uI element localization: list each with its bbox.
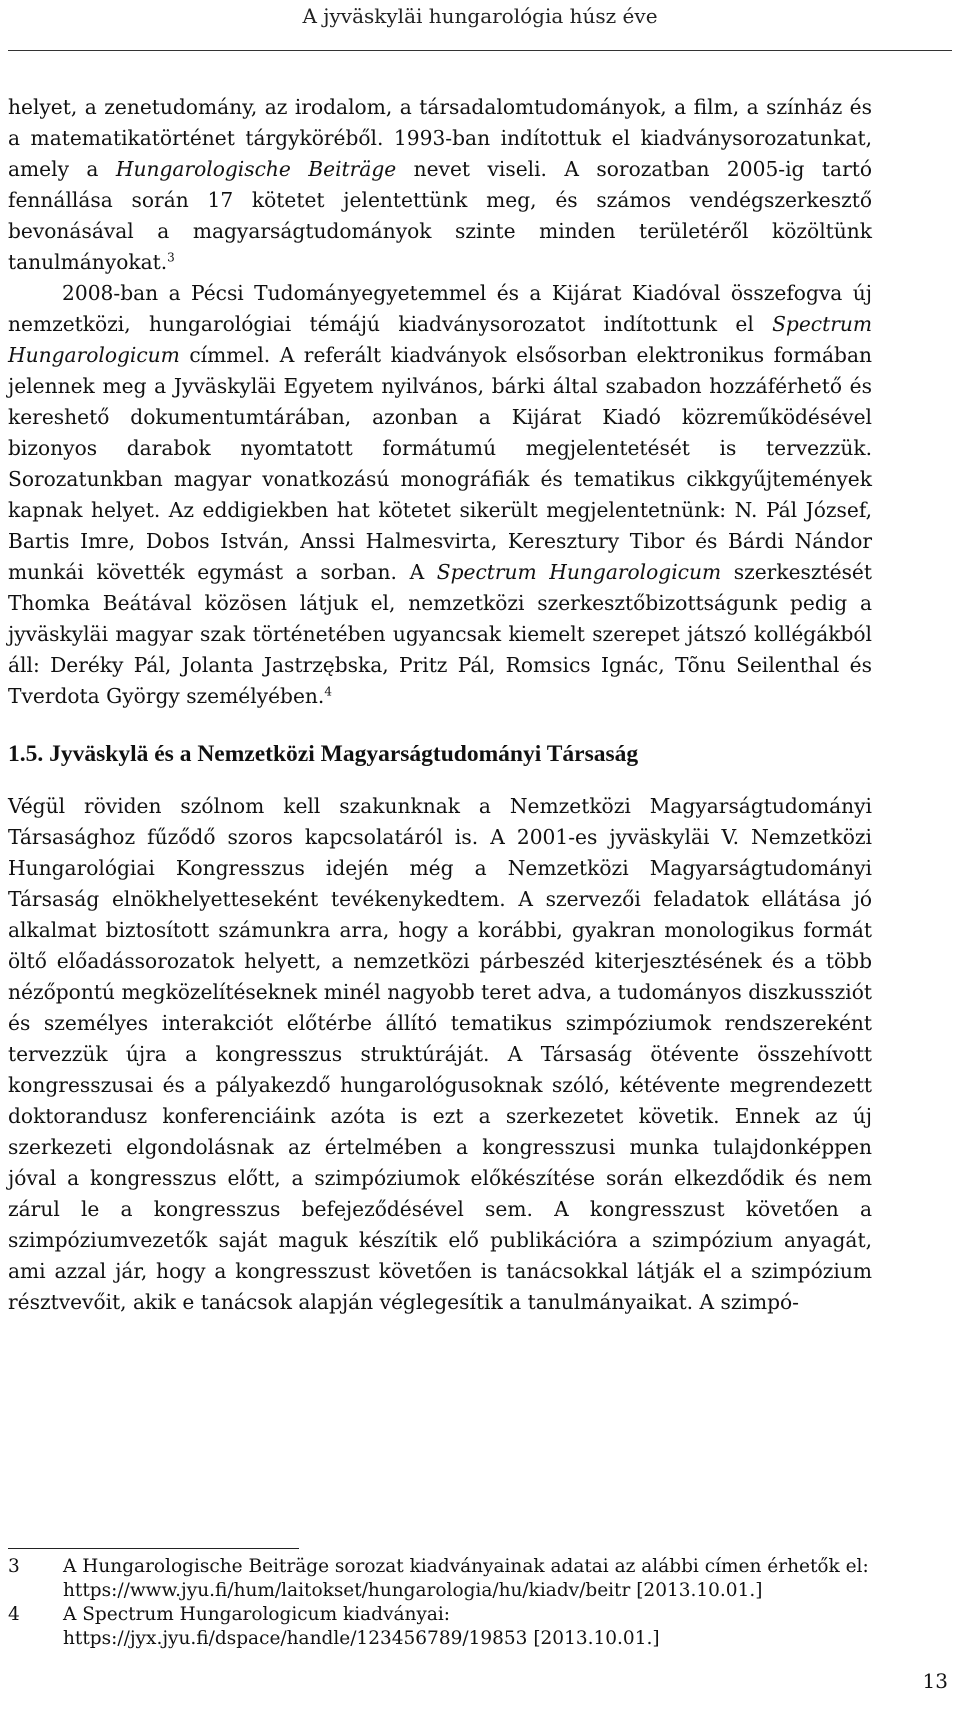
header-rule — [8, 50, 952, 51]
series-title-spectrum-hungarologicum: Spectrum Hungarologicum — [8, 312, 872, 367]
series-title-hungarologische-beitrage: Hungarologische Beiträge — [115, 157, 397, 181]
page-number: 13 — [922, 1669, 948, 1693]
running-header: A jyväskyläi hungarológia húsz éve — [302, 4, 658, 28]
footnote-number: 4 — [8, 1604, 20, 1625]
footnote-ref-3: 3 — [167, 250, 175, 265]
footnote-rule — [8, 1548, 299, 1549]
footnotes — [8, 1555, 874, 1651]
paragraph-2-text-b: címmel. A referált kiadványok elsősorban elektronikus formában jelennek meg a Jyväskyläi Egyetem nyilvános, bárki által szabadon hozzáférhető és kereshető dokumentumtárában, azonban a Kijárat Kiadó közreműködésével bizonyos darabok nyomtatott formátumú megjelentetését is tervezzük. Sorozatunkban magyar vonatkozású monográfiák és tematikus cikkgyűjtemények kapnak helyet. Az eddigiekben hat kötetet sikerült megjelentetnünk: N. Pál József, Bartis Imre, Dobos István, Anssi Halmesvirta, Keresztury Tibor és Bárdi Nándor munkái követték egymást a sorban. A — [8, 343, 872, 584]
footnote-ref-4: 4 — [324, 684, 332, 699]
footnote-4 — [8, 1603, 874, 1651]
section-spacer — [8, 770, 872, 791]
footnote-text: A Spectrum Hungarologicum kiadványai: https://jyx.jyu.fi/dspace/handle/123456789/19853 [2013.10.01.] — [63, 1604, 660, 1649]
paragraph-2 — [8, 278, 872, 712]
paragraph-3: Végül röviden szólnom kell szakunknak a Nemzetközi Magyarságtudományi Társasághoz fűződő szoros kapcsolatáról is. A 2001-es jyväskyläi V. Nemzetközi Hungarológiai Kongresszus idején még a Nemzetközi Magyarságtudományi Társaság elnökhelyetteseként tevékenykedtem. A szervezői feladatok ellátása jó alkalmat biztosított számunkra arra, hogy a korábbi, gyakran monologikus formát öltő előadássorozatok helyett, a nemzetközi párbeszéd kiterjesztésének és a több nézőpontú megközelítéseknek minél nagyobb teret adva, a tudományos diszkussziót és személyes interakciót előtérbe állító tematikus szimpóziumok rendszereként tervezzük újra a kongresszus struktúráját. A Társaság ötévente összehívott kongresszusai és a pályakezdő hungarológusoknak szóló, kétévente megrendezett doktorandusz konferenciáink azóta is ezt a szerkezetet követik. Ennek az új szerkezeti elgondolásnak az értelmében a kongresszusi munka tulajdonképpen jóval a kongresszus előtt, a szimpóziumok előkészítése során elkezdődik és nem zárul le a kongresszus befejeződésével sem. A kongresszust követően a szimpóziumvezetők saját maguk készítik elő publikációra a szimpózium anyagát, ami azzal jár, hogy a kongresszust követően is tanácsokkal látják el a szimpózium résztvevőit, akik e tanácsok alapján véglegesítik a tanulmányaikat. A szimpó- — [8, 794, 872, 1314]
series-title-spectrum-hungarologicum-2: Spectrum Hungarologicum — [436, 560, 722, 584]
footnote-number: 3 — [8, 1556, 20, 1577]
paragraph-1-text-b: nevet viseli. A sorozatban 2005-ig tartó fennállása során 17 kötetet jelentettünk meg, és számos vendégszerkesztő bevonásával a magyarságtudományok szinte minden területéről közöltünk tanulmányokat. — [8, 157, 872, 274]
body-text — [8, 92, 872, 1318]
section-heading: 1.5. Jyväskylä és a Nemzetközi Magyarságtudományi Társaság — [8, 741, 639, 767]
paragraph-1-text-a: helyet, a zenetudomány, az irodalom, a társadalomtudományok, a film, a színház és a matematikatörténet tárgyköréből. 1993-ban indítottuk el kiadványsorozatunkat, amely a — [8, 95, 872, 181]
paragraph-2-text-a: 2008-ban a Pécsi Tudományegyetemmel és a Kijárat Kiadóval összefogva új nemzetközi, hungarológiai témájú kiadványsorozatot indítottunk el — [8, 281, 872, 336]
footnote-3 — [8, 1555, 874, 1603]
paragraph-2-text-c: szerkesztését Thomka Beátával közösen látjuk el, nemzetközi szerkesztőbizottságunk pedig a jyväskyläi magyar szak történetében ugyancsak kiemelt szerepet játszó kollégákból áll: Deréky Pál, Jolanta Jastrzębska, Pritz Pál, Romsics Ignác, Tõnu Seilenthal és Tverdota György személyében. — [8, 560, 872, 708]
paragraph-1 — [8, 92, 872, 278]
footnote-text: A Hungarologische Beiträge sorozat kiadványainak adatai az alábbi címen érhetők el: https://www.jyu.fi/hum/laitokset/hungarologia/hu/kiadv/beitr [2013.10.01.] — [63, 1556, 869, 1601]
